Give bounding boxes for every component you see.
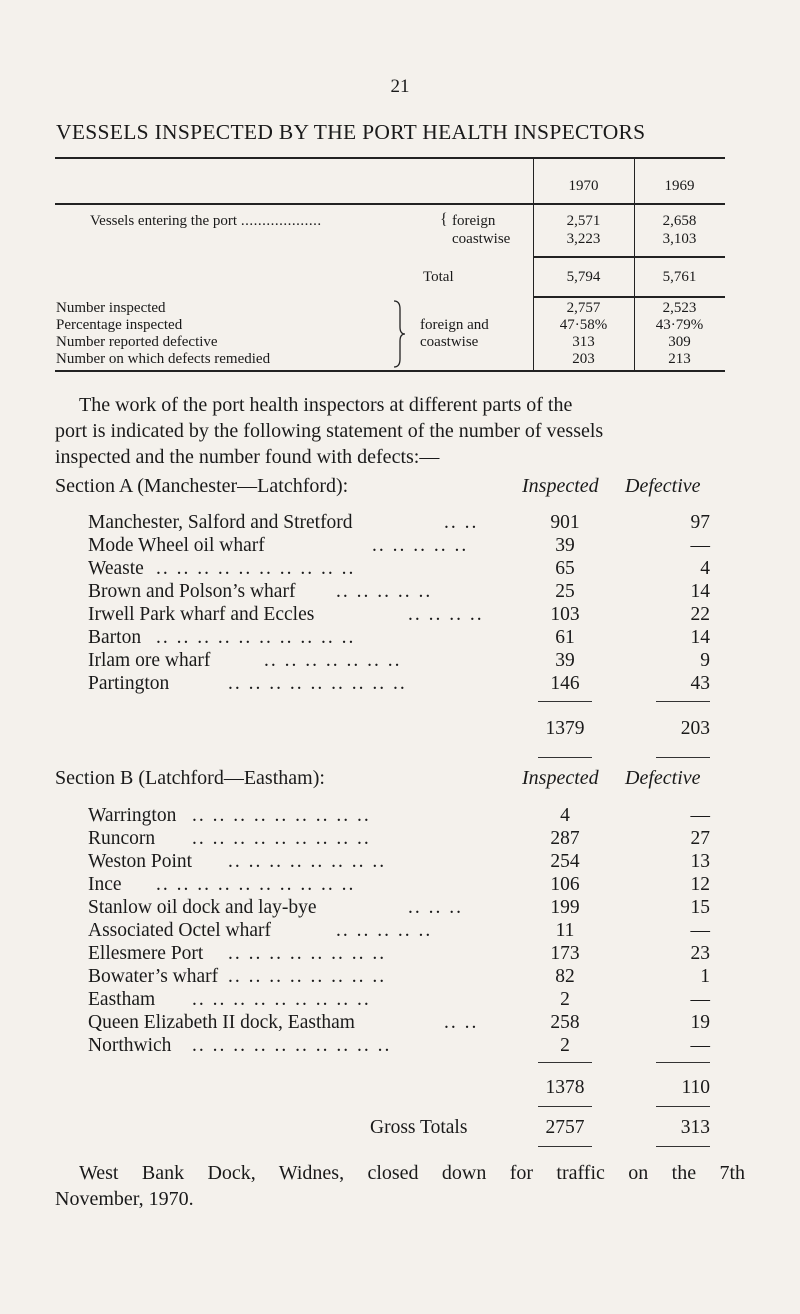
row-leader: .. .. .. .. .. .. .. .. .. .. [156,874,356,895]
row-inspected: 287 [550,828,580,849]
coastwise-label-2: coastwise [420,334,479,350]
footnote-line-1: November, 1970. [55,1188,194,1210]
row-inspected: 4 [560,805,570,826]
footnote [55,1160,745,1212]
gross-totals-row [0,1117,800,1144]
summary-row-1969-3: 213 [668,351,691,367]
row-label: Manchester, Salford and Stretford [88,512,353,533]
row-leader: .. .. .. [408,897,463,918]
row-leader: .. .. .. .. .. .. .. .. .. [192,828,371,849]
section-a-col-inspected: Inspected [522,475,599,497]
section-b-col-defective: Defective [625,767,701,789]
row-leader: .. .. .. .. .. .. .. .. .. [192,989,371,1010]
gross-totals-inspected: 2757 [545,1117,585,1138]
coastwise-1969: 3,103 [662,231,697,247]
row-defective: 43 [690,673,710,694]
row-defective: 22 [690,604,710,625]
section-b-total-rule-inspected [538,1106,592,1107]
gross-totals-defective: 313 [680,1117,710,1138]
row-label: Ellesmere Port [88,943,204,964]
summary-row-1969-0: 2,523 [662,300,697,316]
foreign-and-label: foreign and [420,317,489,333]
row-leader: .. .. .. .. .. .. .. .. .. [192,805,371,826]
section-a-subtotal-rule-inspected [538,701,592,702]
intro-line-2: inspected and the number found with defects:— [55,446,440,468]
row-leader: .. .. .. .. .. .. .. .. .. .. [192,1035,392,1056]
row-label: Eastham [88,989,156,1010]
entering-dots: ................... [240,213,322,229]
row-leader: .. .. .. .. .. .. .. .. [228,943,387,964]
section-b-total-defective: 110 [681,1077,710,1098]
col-header-1969: 1969 [664,178,695,194]
table-row [0,673,800,700]
section-b-heading: Section B (Latchford—Eastham): [55,767,325,789]
row-leader: .. .. .. .. .. .. .. .. .. .. [156,627,356,648]
summary-row-1969-2: 309 [668,334,691,350]
section-b-total-inspected: 1378 [545,1077,585,1098]
row-label: Bowater’s wharf [88,966,219,987]
section-b-total-rule-defective [656,1106,710,1107]
page-number: 21 [390,76,410,97]
summary-row-label-0: Number inspected [56,300,166,316]
row-inspected: 2 [560,989,570,1010]
row-inspected: 199 [550,897,580,918]
summary-row-1970-3: 203 [572,351,595,367]
row-label: Queen Elizabeth II dock, Eastham [88,1012,355,1033]
row-inspected: 65 [555,558,575,579]
row-defective: 23 [690,943,710,964]
row-label: Mode Wheel oil wharf [88,535,265,556]
row-inspected: 25 [555,581,575,602]
row-inspected: 901 [550,512,580,533]
row-inspected: 82 [555,966,575,987]
row-defective: 9 [700,650,710,671]
section-a-total-rule-defective [656,757,710,758]
row-label: Ince [88,874,122,895]
section-a-total-rule-inspected [538,757,592,758]
summary-row-label-2: Number reported defective [56,334,218,350]
row-inspected: 258 [550,1012,580,1033]
row-leader: .. .. .. .. .. .. .. .. [228,851,387,872]
summary-row-1970-2: 313 [572,334,595,350]
foreign-label: foreign [452,213,496,229]
row-defective: 97 [690,512,710,533]
row-label: Brown and Polson’s wharf [88,581,296,602]
section-a-col-defective: Defective [625,475,701,497]
row-label: Associated Octel wharf [88,920,272,941]
section-a-subtotal-rule-defective [656,701,710,702]
row-inspected: 103 [550,604,580,625]
row-label: Runcorn [88,828,156,849]
row-leader: .. .. .. .. .. .. .. [264,650,402,671]
gross-totals-label: Gross Totals [370,1117,468,1138]
row-defective: 14 [690,581,710,602]
row-defective: 27 [690,828,710,849]
row-defective: — [690,989,710,1010]
row-leader: .. .. .. .. .. [372,535,469,556]
row-leader: .. .. .. .. .. [336,920,433,941]
entering-brace: { [440,211,448,228]
intro-line-1: port is indicated by the following statement of the number of vessels [55,420,604,442]
row-inspected: 173 [550,943,580,964]
row-defective: 19 [690,1012,710,1033]
row-leader: .. .. [444,512,479,533]
intro-line-0: The work of the port health inspectors at different parts of the [79,394,573,416]
footnote-line-0: West Bank Dock, Widnes, closed down for traffic on the 7th [79,1162,745,1184]
summary-row-label-1: Percentage inspected [56,317,183,333]
summary-row-1969-1: 43·79% [655,317,704,333]
row-label: Warrington [88,805,177,826]
total-1969: 5,761 [662,269,697,285]
row-leader: .. .. [444,1012,479,1033]
table-top-rule [55,157,725,159]
table-header-rule [55,203,725,205]
entering-label [90,212,322,230]
total-1970: 5,794 [566,269,601,285]
row-defective: 15 [690,897,710,918]
rows-brace [392,299,406,369]
row-leader: .. .. .. .. .. [336,581,433,602]
row-defective: — [690,535,710,556]
gross-rule-inspected [538,1146,592,1147]
row-inspected: 61 [555,627,575,648]
row-leader: .. .. .. .. [408,604,484,625]
row-leader: .. .. .. .. .. .. .. .. [228,966,387,987]
section-a-total-defective: 203 [680,718,710,739]
gross-rule-defective [656,1146,710,1147]
intro-paragraph [55,392,745,470]
section-b-total-row [0,1077,800,1104]
row-inspected: 106 [550,874,580,895]
row-label: Northwich [88,1035,172,1056]
row-label: Irwell Park wharf and Eccles [88,604,315,625]
coastwise-label: coastwise [452,231,511,247]
foreign-1969: 2,658 [662,213,697,229]
coastwise-1970: 3,223 [566,231,601,247]
row-inspected: 39 [555,650,575,671]
row-defective: 13 [690,851,710,872]
table-bottom-rule [55,370,725,372]
section-a-total-inspected: 1379 [545,718,585,739]
row-inspected: 254 [550,851,580,872]
table-row [0,1035,800,1062]
row-defective: — [690,805,710,826]
row-inspected: 39 [555,535,575,556]
entering-text: Vessels entering the port [90,213,238,229]
col-header-1970: 1970 [568,178,599,194]
row-label: Partington [88,673,170,694]
row-leader: .. .. .. .. .. .. .. .. .. .. [156,558,356,579]
row-label: Weaste [88,558,144,579]
row-defective: — [690,1035,710,1056]
summary-row-1970-0: 2,757 [566,300,601,316]
row-defective: 14 [690,627,710,648]
page-title: VESSELS INSPECTED BY THE PORT HEALTH INSPECTORS [56,120,646,144]
summary-row-1970-1: 47·58% [559,317,608,333]
section-a-total-row [0,718,800,745]
row-defective: — [690,920,710,941]
row-leader: .. .. .. .. .. .. .. .. .. [228,673,407,694]
section-b-col-inspected: Inspected [522,767,599,789]
row-inspected: 146 [550,673,580,694]
row-label: Stanlow oil dock and lay-bye [88,897,317,918]
section-b-subtotal-rule-defective [656,1062,710,1063]
row-inspected: 2 [560,1035,570,1056]
row-defective: 4 [700,558,710,579]
total-top-rule [533,256,725,258]
summary-row-label-3: Number on which defects remedied [56,351,271,367]
row-inspected: 11 [555,920,575,941]
row-label: Weston Point [88,851,193,872]
section-a-heading: Section A (Manchester—Latchford): [55,475,349,497]
row-label: Barton [88,627,142,648]
row-label: Irlam ore wharf [88,650,211,671]
section-b-subtotal-rule-inspected [538,1062,592,1063]
total-label: Total [423,269,454,285]
row-defective: 1 [700,966,710,987]
foreign-1970: 2,571 [566,213,601,229]
row-defective: 12 [690,874,710,895]
total-bottom-rule [533,296,725,298]
